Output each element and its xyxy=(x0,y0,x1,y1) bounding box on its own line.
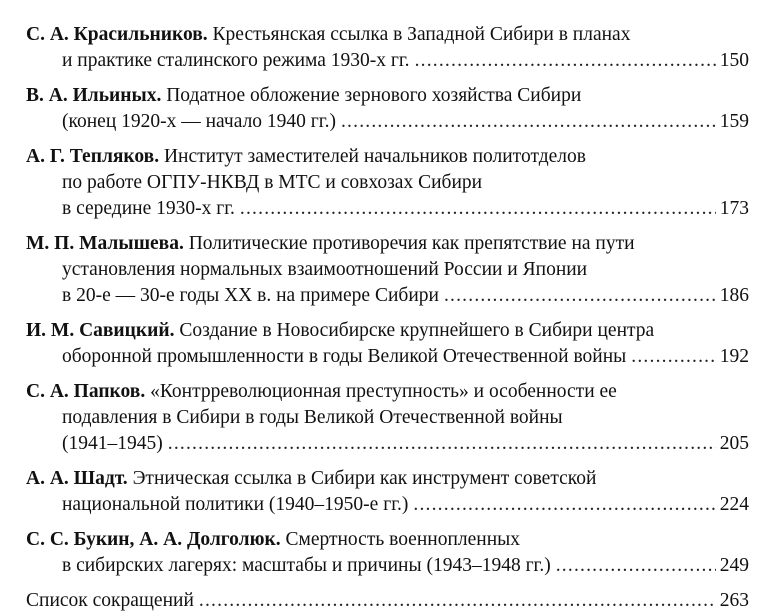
toc-title-line: Политические противоречия как препятствие на пути xyxy=(188,233,635,254)
toc-page-number: 186 xyxy=(719,285,749,306)
dot-leader xyxy=(341,109,716,135)
toc-author: С. А. Папков. xyxy=(26,381,146,402)
toc-page-number: 224 xyxy=(719,494,749,515)
toc-title-line: Список сокращений xyxy=(26,590,194,611)
toc-title-line: Создание в Новосибирске крупнейшего в Сибири центра xyxy=(179,320,655,341)
toc-entry xyxy=(26,22,749,74)
toc-page-number: 173 xyxy=(719,198,749,219)
toc-entry xyxy=(26,318,749,370)
toc-title-line: установления нормальных взаимоотношений России и Японии xyxy=(62,259,588,280)
toc-entry xyxy=(26,144,749,222)
toc-entry xyxy=(26,527,749,579)
toc-entry xyxy=(26,83,749,135)
dot-leader xyxy=(413,492,715,518)
toc-title-line: «Контрреволюционная преступность» и особенности ее xyxy=(150,381,617,402)
toc-author: А. А. Шадт. xyxy=(26,468,128,489)
toc-title-line: в середине 1930-х гг. xyxy=(62,198,235,219)
toc-title-line: Этническая ссылка в Сибири как инструмент советской xyxy=(132,468,597,489)
toc-author: В. А. Ильиных. xyxy=(26,85,162,106)
dot-leader xyxy=(240,196,716,222)
toc-title-line: (1941–1945) xyxy=(62,433,163,454)
toc-title-line: в 20-е — 30-е годы XX в. на примере Сибири xyxy=(62,285,439,306)
dot-leader xyxy=(168,431,716,457)
toc-page-number: 159 xyxy=(719,111,749,132)
toc-page-number: 150 xyxy=(719,50,749,71)
toc-title-line: подавления в Сибири в годы Великой Отечественной войны xyxy=(62,407,563,428)
toc-page-number: 249 xyxy=(719,555,749,576)
toc-title-line: Податное обложение зернового хозяйства Сибири xyxy=(166,85,582,106)
toc-author: А. Г. Тепляков. xyxy=(26,146,160,167)
toc-entry xyxy=(26,231,749,309)
toc-author: И. М. Савицкий. xyxy=(26,320,175,341)
toc-author: С. С. Букин, А. А. Долголюк. xyxy=(26,529,281,550)
toc-title-line: Крестьянская ссылка в Западной Сибири в планах xyxy=(212,24,631,45)
dot-leader xyxy=(556,553,716,579)
dot-leader xyxy=(631,344,715,370)
toc-title-line: и практике сталинского режима 1930-х гг. xyxy=(62,50,410,71)
toc-title-line: Смертность военнопленных xyxy=(285,529,520,550)
dot-leader xyxy=(415,48,716,74)
toc-title-line: по работе ОГПУ-НКВД в МТС и совхозах Сибири xyxy=(62,172,483,193)
toc-title-line: Институт заместителей начальников политотделов xyxy=(163,146,586,167)
toc-entry xyxy=(26,379,749,457)
toc-title-line: в сибирских лагерях: масштабы и причины (1943–1948 гг.) xyxy=(62,555,551,576)
toc-title-line: национальной политики (1940–1950-е гг.) xyxy=(62,494,409,515)
toc-page-number: 263 xyxy=(719,590,749,611)
toc-title-line: оборонной промышленности в годы Великой Отечественной войны xyxy=(62,346,627,367)
toc-author: М. П. Малышева. xyxy=(26,233,184,254)
toc-page-number: 192 xyxy=(719,346,749,367)
dot-leader xyxy=(444,283,716,309)
toc-page-number: 205 xyxy=(719,433,749,454)
toc-entry xyxy=(26,466,749,518)
dot-leader xyxy=(199,588,716,614)
toc-entry xyxy=(26,588,749,614)
toc-title-line: (конец 1920-х — начало 1940 гг.) xyxy=(62,111,336,132)
toc-author: С. А. Красильников. xyxy=(26,24,208,45)
